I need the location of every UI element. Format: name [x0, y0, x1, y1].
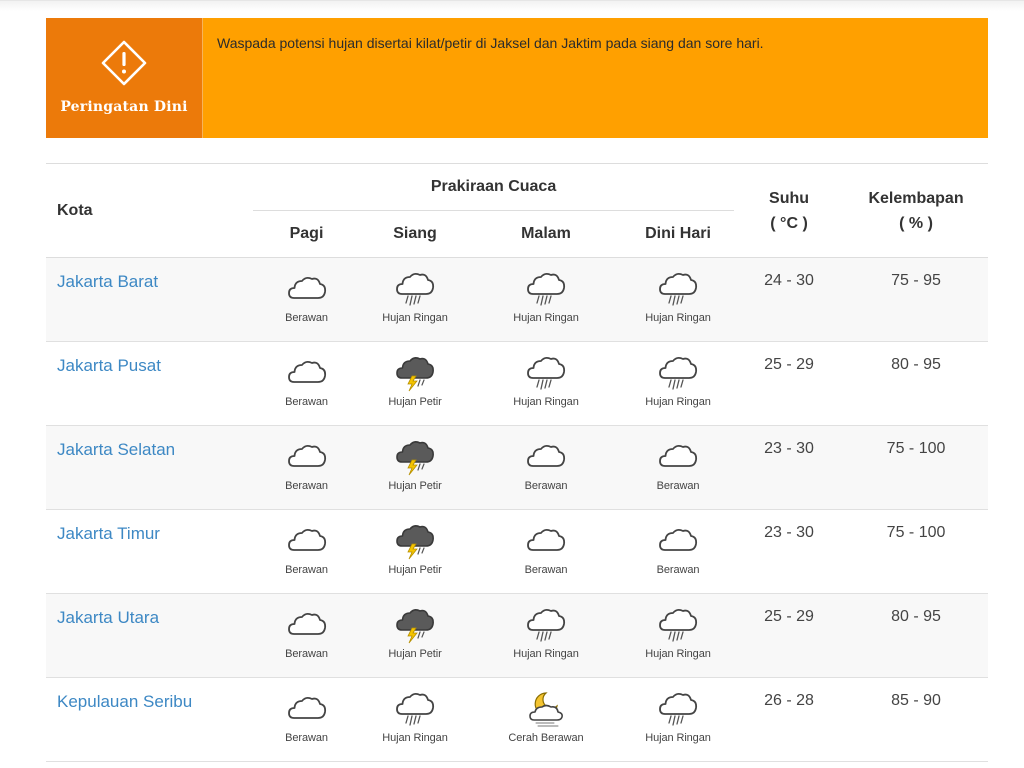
cloud-icon	[253, 354, 360, 392]
column-header-humidity	[844, 164, 988, 258]
city-link[interactable]: Kepulauan Seribu	[57, 692, 193, 711]
weather-label: Berawan	[285, 312, 328, 324]
forecast-cell-pagi	[253, 426, 360, 510]
forecast-cell-siang	[360, 258, 470, 342]
table-row	[46, 510, 988, 594]
thunderstorm-icon	[360, 606, 470, 644]
light-rain-icon	[470, 606, 622, 644]
weather-label: Hujan Ringan	[645, 396, 711, 408]
humidity-value: 85 - 90	[891, 692, 941, 709]
weather-label: Berawan	[285, 732, 328, 744]
forecast-cell-malam	[470, 258, 622, 342]
weather-label: Hujan Ringan	[645, 648, 711, 660]
table-row	[46, 594, 988, 678]
forecast-cell-siang	[360, 342, 470, 426]
humidity-value: 80 - 95	[891, 608, 941, 625]
humidity-label: Kelembapan	[868, 189, 964, 207]
temperature-label: Suhu	[769, 189, 810, 207]
forecast-cell-dini-hari	[622, 258, 734, 342]
forecast-cell-pagi	[253, 342, 360, 426]
column-group-forecast	[253, 164, 734, 212]
city-cell	[46, 594, 253, 678]
forecast-cell-malam	[470, 594, 622, 678]
weather-label: Hujan Ringan	[513, 396, 579, 408]
forecast-group-label: Prakiraan Cuaca	[430, 177, 557, 195]
forecast-cell-malam	[470, 342, 622, 426]
temperature-unit: ( °C )	[770, 214, 808, 232]
warning-diamond-icon	[100, 39, 148, 87]
cloud-icon	[253, 270, 360, 308]
thunderstorm-icon	[360, 354, 470, 392]
weather-label: Hujan Petir	[388, 564, 442, 576]
cloud-icon	[622, 522, 734, 560]
weather-label: Hujan Ringan	[513, 312, 579, 324]
warning-message: Waspada potensi hujan disertai kilat/petir di Jaksel dan Jaktim pada siang dan sore hari.	[217, 35, 764, 51]
cloud-icon	[253, 438, 360, 476]
weather-label: Berawan	[285, 648, 328, 660]
temperature-value: 25 - 29	[764, 608, 814, 625]
city-link[interactable]: Jakarta Barat	[57, 272, 159, 291]
weather-label: Hujan Ringan	[645, 732, 711, 744]
light-rain-icon	[622, 606, 734, 644]
city-cell	[46, 510, 253, 594]
weather-label: Berawan	[524, 564, 568, 576]
weather-label: Hujan Petir	[388, 480, 442, 492]
city-cell	[46, 426, 253, 510]
cloud-icon	[253, 522, 360, 560]
weather-label: Hujan Petir	[388, 396, 442, 408]
temperature-value: 24 - 30	[764, 272, 814, 289]
temperature-value: 23 - 30	[764, 524, 814, 541]
cloud-icon	[253, 690, 360, 728]
city-link[interactable]: Jakarta Pusat	[57, 356, 161, 375]
table-row	[46, 258, 988, 342]
weather-label: Berawan	[285, 564, 328, 576]
forecast-cell-dini-hari	[622, 678, 734, 762]
weather-label: Hujan Ringan	[513, 648, 579, 660]
cloud-icon	[470, 438, 622, 476]
forecast-cell-siang	[360, 678, 470, 762]
forecast-cell-pagi	[253, 594, 360, 678]
humidity-value: 80 - 95	[891, 356, 941, 373]
forecast-cell-siang	[360, 426, 470, 510]
humidity-value: 75 - 100	[886, 440, 946, 457]
temperature-value: 25 - 29	[764, 356, 814, 373]
warning-title: Peringatan Dini	[60, 99, 188, 115]
warning-badge	[46, 18, 203, 138]
column-header-temperature	[734, 164, 844, 258]
light-rain-icon	[470, 354, 622, 392]
thunderstorm-icon	[360, 438, 470, 476]
forecast-cell-dini-hari	[622, 426, 734, 510]
city-cell	[46, 342, 253, 426]
humidity-value: 75 - 100	[886, 524, 946, 541]
weather-label: Berawan	[285, 396, 328, 408]
forecast-cell-dini-hari	[622, 342, 734, 426]
light-rain-icon	[470, 270, 622, 308]
city-cell	[46, 678, 253, 762]
weather-label: Hujan Ringan	[382, 732, 448, 744]
table-row	[46, 426, 988, 510]
light-rain-icon	[360, 270, 470, 308]
forecast-cell-malam	[470, 510, 622, 594]
humidity-unit: ( % )	[899, 214, 933, 232]
weather-label: Cerah Berawan	[508, 732, 584, 744]
forecast-cell-siang	[360, 594, 470, 678]
temperature-value: 23 - 30	[764, 440, 814, 457]
cloud-icon	[622, 438, 734, 476]
city-cell	[46, 258, 253, 342]
early-warning-banner	[46, 18, 988, 138]
forecast-cell-dini-hari	[622, 594, 734, 678]
light-rain-icon	[622, 354, 734, 392]
cloud-icon	[253, 606, 360, 644]
city-link[interactable]: Jakarta Timur	[57, 524, 160, 543]
weather-label: Hujan Petir	[388, 648, 442, 660]
city-link[interactable]: Jakarta Utara	[57, 608, 160, 627]
light-rain-icon	[622, 690, 734, 728]
forecast-cell-pagi	[253, 258, 360, 342]
temperature-value: 26 - 28	[764, 692, 814, 709]
top-divider	[0, 0, 1024, 11]
weather-label: Berawan	[524, 480, 568, 492]
light-rain-icon	[622, 270, 734, 308]
moon-cloud-icon	[470, 690, 622, 728]
city-link[interactable]: Jakarta Selatan	[57, 440, 176, 459]
forecast-cell-dini-hari	[622, 510, 734, 594]
humidity-value: 75 - 95	[891, 272, 941, 289]
column-header-siang: Siang	[393, 225, 437, 242]
weather-label: Berawan	[656, 564, 700, 576]
column-header-malam: Malam	[521, 225, 571, 242]
table-row	[46, 678, 988, 762]
forecast-cell-malam	[470, 426, 622, 510]
weather-label: Hujan Ringan	[382, 312, 448, 324]
column-header-city: Kota	[57, 201, 93, 219]
weather-label: Berawan	[285, 480, 328, 492]
thunderstorm-icon	[360, 522, 470, 560]
column-header-pagi: Pagi	[289, 225, 324, 242]
forecast-cell-siang	[360, 510, 470, 594]
cloud-icon	[470, 522, 622, 560]
weather-label: Hujan Ringan	[645, 312, 711, 324]
light-rain-icon	[360, 690, 470, 728]
forecast-cell-pagi	[253, 510, 360, 594]
forecast-cell-pagi	[253, 678, 360, 762]
weather-label: Berawan	[656, 480, 700, 492]
table-row	[46, 342, 988, 426]
forecast-table	[46, 163, 988, 762]
forecast-cell-malam	[470, 678, 622, 762]
column-header-dini-hari: Dini Hari	[645, 225, 711, 242]
